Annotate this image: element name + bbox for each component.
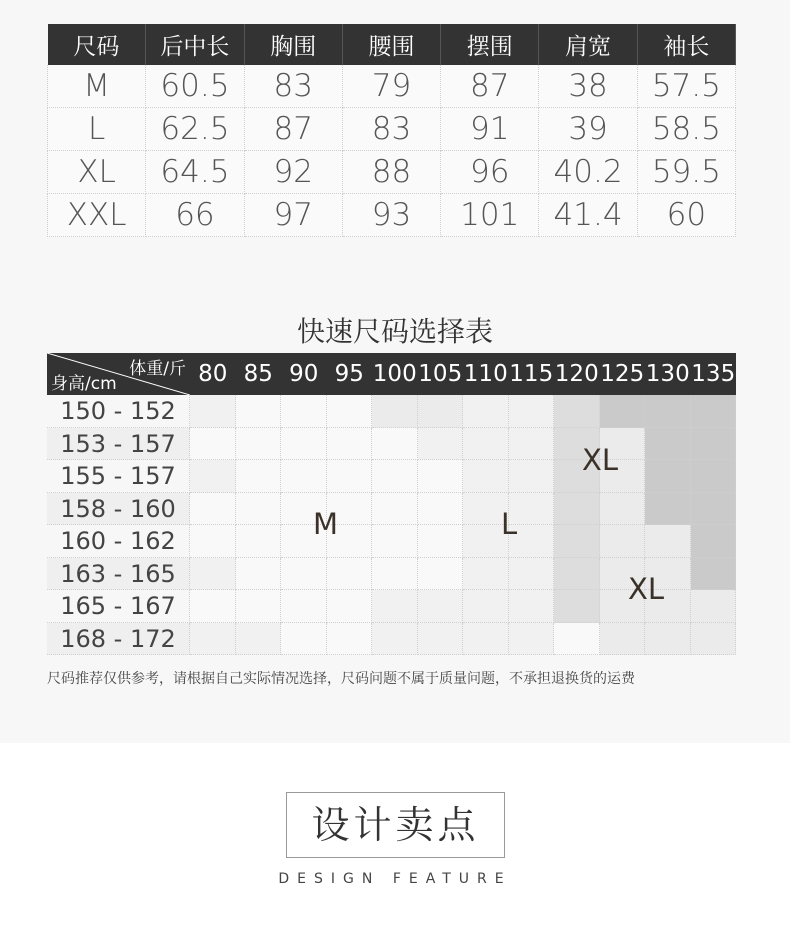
measurement-cell: 60 (637, 194, 735, 237)
size-grid-cell (236, 558, 282, 591)
weight-axis-label: 体重/斤 (129, 359, 186, 379)
size-grid-cell (372, 525, 418, 558)
size-label-cell: L (48, 108, 146, 151)
size-grid-cell (372, 623, 418, 656)
measurement-cell: 83 (342, 108, 440, 151)
weight-column-header: 135 (691, 361, 736, 387)
design-feature-title: 设计卖点 (286, 792, 505, 858)
size-grid-cell (372, 558, 418, 591)
size-grid-cell (645, 460, 691, 493)
size-grid-cell (600, 395, 646, 428)
size-grid-cell (463, 623, 509, 656)
size-grid-cell (645, 395, 691, 428)
weight-column-header: 105 (418, 361, 463, 387)
size-grid-cell (463, 558, 509, 591)
measurement-cell: 60.5 (146, 65, 244, 108)
size-grid-cell (190, 558, 236, 591)
size-grid-cell (509, 395, 555, 428)
size-grid-cell (281, 395, 327, 428)
height-axis-label: 身高/cm (51, 374, 117, 394)
size-grid-cell (645, 493, 691, 526)
measurement-cell: 58.5 (637, 108, 735, 151)
size-table-header-cell: 胸围 (244, 24, 342, 65)
weight-column-header: 125 (600, 361, 645, 387)
size-grid-cell (418, 460, 464, 493)
size-grid-cell (691, 590, 737, 623)
weight-column-header: 100 (372, 361, 417, 387)
measurement-cell: 91 (441, 108, 539, 151)
measurement-cell: 39 (539, 108, 637, 151)
size-grid-cell (236, 460, 282, 493)
measurement-cell: 40.2 (539, 151, 637, 194)
weight-column-header: 110 (463, 361, 508, 387)
size-grid-cell (463, 428, 509, 461)
size-grid-cell (281, 623, 327, 656)
quick-chart-grid (47, 395, 736, 655)
size-grid-cell (554, 493, 600, 526)
size-grid-cell (281, 558, 327, 591)
size-grid-cell (327, 590, 373, 623)
height-row-label: 153 - 157 (47, 428, 190, 461)
size-grid-cell (509, 590, 555, 623)
size-grid-cell (418, 493, 464, 526)
size-table-body (48, 65, 736, 237)
measurement-cell: 79 (342, 65, 440, 108)
corner-header-cell (47, 353, 190, 395)
measurement-cell: 62.5 (146, 108, 244, 151)
size-grid-cell (554, 623, 600, 656)
size-table-header-cell: 尺码 (48, 24, 146, 65)
size-grid-cell (327, 460, 373, 493)
size-table-header-cell: 腰围 (342, 24, 440, 65)
size-grid-cell (600, 493, 646, 526)
size-grid-cell (236, 525, 282, 558)
measurement-cell: 96 (441, 151, 539, 194)
size-grid-cell (509, 428, 555, 461)
zone-label-l: L (501, 507, 518, 541)
size-grid-cell (691, 623, 737, 656)
weight-column-header: 90 (289, 361, 319, 387)
size-grid-cell (691, 395, 737, 428)
size-grid-cell (418, 428, 464, 461)
size-grid-cell (236, 395, 282, 428)
size-grid-cell (509, 623, 555, 656)
size-table-header-cell: 袖长 (637, 24, 735, 65)
size-grid-cell (327, 395, 373, 428)
size-grid-cell (463, 590, 509, 623)
size-grid-cell (190, 623, 236, 656)
size-grid-cell (418, 395, 464, 428)
size-grid-cell (509, 460, 555, 493)
height-row-label: 155 - 157 (47, 460, 190, 493)
size-grid-cell (600, 623, 646, 656)
height-row-label: 150 - 152 (47, 395, 190, 428)
design-feature-subtitle: DESIGN FEATURE (278, 871, 512, 887)
height-row-label: 160 - 162 (47, 525, 190, 558)
size-grid-cell (190, 493, 236, 526)
size-grid-cell (372, 460, 418, 493)
quick-chart-title: 快速尺码选择表 (296, 315, 493, 348)
size-table (47, 24, 736, 237)
size-table-header-cell: 肩宽 (539, 24, 637, 65)
weight-column-header: 85 (243, 361, 273, 387)
size-label-cell: M (48, 65, 146, 108)
size-grid-cell (327, 558, 373, 591)
size-grid-cell (190, 460, 236, 493)
height-row-label: 168 - 172 (47, 623, 190, 656)
measurement-cell: 88 (342, 151, 440, 194)
size-grid-cell (190, 428, 236, 461)
size-grid-cell (236, 428, 282, 461)
size-table-header-cell: 摆围 (441, 24, 539, 65)
size-grid-cell (418, 525, 464, 558)
zone-label-xl: XL (582, 443, 619, 477)
table-row (48, 151, 736, 194)
size-grid-cell (281, 460, 327, 493)
size-grid-cell (554, 590, 600, 623)
size-grid-cell (463, 395, 509, 428)
measurement-cell: 87 (244, 108, 342, 151)
size-grid-cell (236, 590, 282, 623)
size-table-header-cell: 后中长 (146, 24, 244, 65)
measurement-cell: 87 (441, 65, 539, 108)
size-grid-cell (372, 428, 418, 461)
size-table-header (48, 24, 736, 65)
size-grid-cell (691, 493, 737, 526)
measurement-cell: 97 (244, 194, 342, 237)
measurement-cell: 101 (441, 194, 539, 237)
size-grid-cell (554, 558, 600, 591)
size-grid-cell (327, 428, 373, 461)
measurement-cell: 38 (539, 65, 637, 108)
measurement-cell: 83 (244, 65, 342, 108)
size-grid-cell (645, 623, 691, 656)
zone-label-m: M (313, 507, 339, 541)
size-grid-cell (645, 428, 691, 461)
size-grid-cell (691, 558, 737, 591)
height-row-label: 158 - 160 (47, 493, 190, 526)
weight-column-header: 130 (645, 361, 690, 387)
size-grid-cell (554, 525, 600, 558)
size-grid-cell (463, 460, 509, 493)
size-grid-cell (190, 525, 236, 558)
size-grid-cell (372, 395, 418, 428)
quick-chart-header (47, 353, 736, 395)
size-label-cell: XL (48, 151, 146, 194)
size-grid-cell (509, 558, 555, 591)
size-grid-cell (645, 525, 691, 558)
height-row-label: 163 - 165 (47, 558, 190, 591)
size-grid-cell (418, 590, 464, 623)
measurement-cell: 92 (244, 151, 342, 194)
size-grid-cell (281, 428, 327, 461)
table-row (48, 65, 736, 108)
size-grid-cell (691, 525, 737, 558)
size-grid-cell (372, 493, 418, 526)
measurement-cell: 41.4 (539, 194, 637, 237)
table-row (48, 108, 736, 151)
size-grid-cell (418, 623, 464, 656)
table-row (48, 194, 736, 237)
size-grid-cell (190, 395, 236, 428)
size-grid-cell (236, 493, 282, 526)
size-grid-cell (372, 590, 418, 623)
measurement-cell: 66 (146, 194, 244, 237)
weight-column-header: 120 (554, 361, 599, 387)
size-label-cell: XXL (48, 194, 146, 237)
size-grid-cell (190, 590, 236, 623)
size-grid-cell (691, 460, 737, 493)
weight-column-header: 95 (334, 361, 364, 387)
measurement-cell: 59.5 (637, 151, 735, 194)
weight-column-header: 115 (509, 361, 554, 387)
weight-column-header: 80 (198, 361, 228, 387)
zone-label-xl-lower: XL (628, 572, 665, 606)
measurement-cell: 93 (342, 194, 440, 237)
size-grid-cell (600, 525, 646, 558)
size-grid-cell (281, 590, 327, 623)
size-grid-cell (327, 623, 373, 656)
measurement-cell: 64.5 (146, 151, 244, 194)
measurement-cell: 57.5 (637, 65, 735, 108)
size-grid-cell (236, 623, 282, 656)
size-disclaimer-note: 尺码推荐仅供参考，请根据自己实际情况选择，尺码问题不属于质量问题，不承担退换货的运费 (47, 671, 635, 687)
size-grid-cell (554, 395, 600, 428)
height-row-label: 165 - 167 (47, 590, 190, 623)
size-grid-cell (691, 428, 737, 461)
size-grid-cell (418, 558, 464, 591)
